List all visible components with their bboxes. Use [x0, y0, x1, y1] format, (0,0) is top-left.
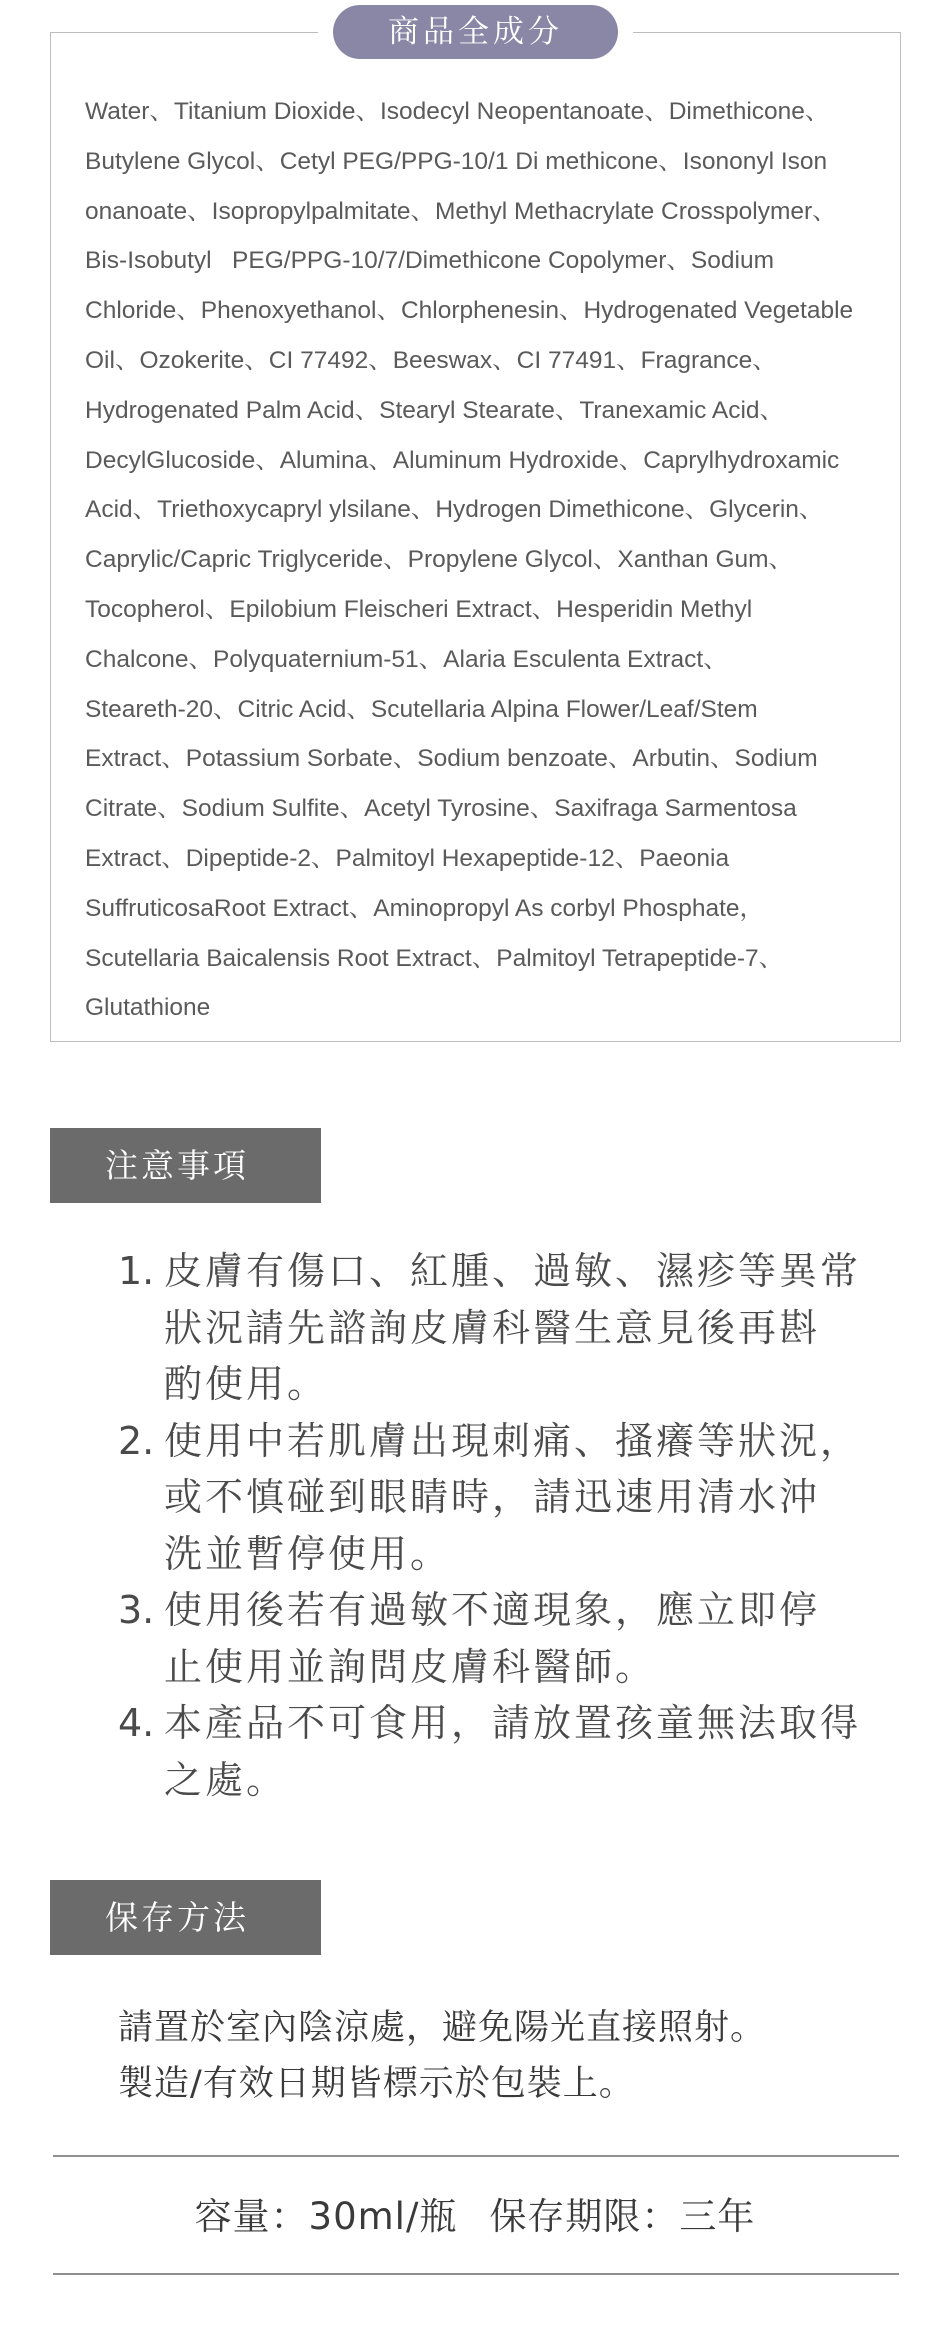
notice-number: 1. [118, 1249, 155, 1293]
notice-line: 使用中若肌膚出現刺痛、搔癢等狀況， [164, 1418, 862, 1463]
notice-line: 狀況請先諮詢皮膚科醫生意見後再斟 [164, 1305, 821, 1350]
notice-line: 之處。 [164, 1757, 288, 1802]
notice-line: 或不慎碰到眼睛時，請迅速用清水沖 [164, 1475, 821, 1519]
ingredients-line: Extract、Potassium Sorbate、Sodium benzoate、Arbutin、Sodium [85, 745, 818, 773]
storage-line: 製造/有效日期皆標示於包裝上。 [118, 2064, 635, 2104]
divider-top [53, 2155, 899, 2157]
ingredients-line: Chloride、Phenoxyethanol、Chlorphenesin、Hydrogenated Vegetable [85, 297, 854, 325]
ingredients-line: Butylene Glycol、Cetyl PEG/PPG-10/1 Di methicone、Isononyl Ison [85, 147, 828, 175]
shelf-life-text: 保存期限：三年 [489, 2195, 756, 2238]
ingredients-line: Water、Titanium Dioxide、Isodecyl Neopentanoate、Dimethicone、 [85, 98, 830, 125]
ingredients-line: SuffruticosaRoot Extract、Aminopropyl As corbyl Phosphate， [85, 894, 765, 922]
notice-item [118, 1413, 898, 1583]
ingredients-line: Acid、Triethoxycapryl ylsilane、Hydrogen Dimethicone、Glycerin、 [85, 496, 824, 524]
ingredients-line: Citrate、Sodium Sulfite、Acetyl Tyrosine、Saxifraga Sarmentosa [85, 795, 797, 823]
ingredients-line: Oil、Ozokerite、CI 77492、Beeswax、CI 77491、Fragrance、 [85, 346, 777, 374]
notice-header: 注意事項 [50, 1128, 321, 1203]
notice-item [118, 1695, 898, 1808]
ingredients-line: Glutathione [85, 994, 211, 1022]
ingredients-line: Scutellaria Baicalensis Root Extract、Palmitoyl Tetrapeptide-7、 [85, 944, 784, 972]
notice-line: 本產品不可食用，請放置孩童無法取得 [164, 1701, 862, 1745]
ingredients-line: Caprylic/Capric Triglyceride、Propylene Glycol、Xanthan Gum、 [85, 546, 794, 574]
ingredients-line: onanoate、Isopropylpalmitate、Methyl Methacrylate Crosspolymer、 [85, 197, 837, 225]
notice-number: 4. [118, 1701, 155, 1745]
ingredients-list [85, 87, 885, 1033]
ingredients-line: Extract、Dipeptide-2、Palmitoyl Hexapeptide-12、Paeonia [85, 844, 730, 872]
capacity-text: 容量：30ml/瓶 [194, 2195, 458, 2238]
ingredients-line: Steareth-20、Citric Acid、Scutellaria Alpina Flower/Leaf/Stem [85, 695, 758, 723]
notice-item [118, 1243, 898, 1413]
divider-bottom [53, 2273, 899, 2275]
storage-line: 請置於室內陰涼處，避免陽光直接照射。 [118, 2008, 767, 2048]
ingredients-title: 商品全成分 [333, 5, 618, 59]
notice-line: 使用後若有過敏不適現象，應立即停 [164, 1588, 821, 1632]
spec-line [0, 2186, 950, 2240]
ingredients-line: DecylGlucoside、Alumina、Aluminum Hydroxide、Caprylhydroxamic [85, 446, 840, 474]
notice-line: 止使用並詢問皮膚科醫師。 [164, 1644, 657, 1689]
notice-line: 皮膚有傷口、紅腫、過敏、濕疹等異常 [164, 1249, 862, 1293]
storage-header: 保存方法 [50, 1880, 321, 1955]
notice-item [118, 1582, 898, 1695]
ingredients-line: Tocopherol、Epilobium Fleischeri Extract、Hesperidin Methyl [85, 595, 753, 623]
notice-number: 2. [118, 1418, 155, 1463]
notice-line: 洗並暫停使用。 [164, 1531, 452, 1576]
ingredients-line: Bis-Isobutyl PEG/PPG-10/7/Dimethicone Copolymer、Sodium [85, 247, 774, 275]
notice-list [118, 1243, 898, 1808]
ingredients-line: Chalcone、Polyquaternium-51、Alaria Esculenta Extract、 [85, 645, 728, 673]
notice-line: 酌使用。 [164, 1362, 329, 1406]
storage-text [118, 2000, 766, 2112]
notice-number: 3. [118, 1588, 155, 1632]
ingredients-line: Hydrogenated Palm Acid、Stearyl Stearate、Tranexamic Acid、 [85, 396, 785, 424]
